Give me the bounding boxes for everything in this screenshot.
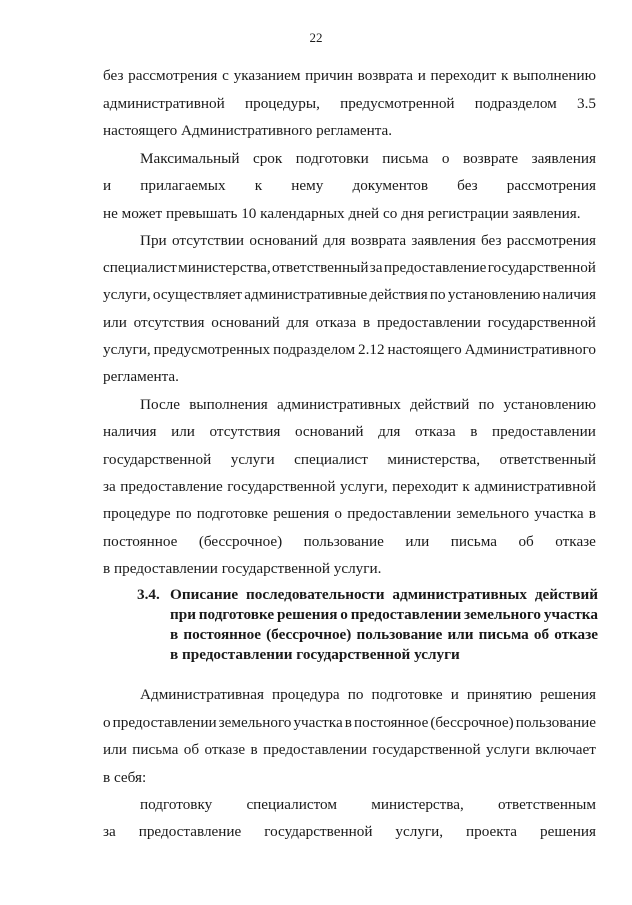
text-line: не может превышать 10 календарных дней со дня регистрации заявления. bbox=[103, 205, 581, 222]
word: или bbox=[447, 626, 474, 643]
word: ответственный bbox=[272, 259, 369, 276]
word: земельного bbox=[456, 505, 530, 522]
word: государственной bbox=[372, 741, 481, 758]
word: (бессрочное) bbox=[266, 626, 352, 643]
word: рассмотрения bbox=[506, 177, 596, 194]
word: об bbox=[518, 533, 534, 550]
word: государственной bbox=[264, 823, 373, 840]
word: пользование bbox=[356, 626, 443, 643]
text-line bbox=[103, 477, 596, 497]
word: включает bbox=[535, 741, 596, 758]
word: нему bbox=[291, 177, 324, 194]
word: для bbox=[323, 232, 346, 249]
word: указанием bbox=[233, 67, 301, 84]
word: подготовке bbox=[196, 505, 268, 522]
word: письма bbox=[450, 533, 497, 550]
word: административных bbox=[392, 586, 527, 603]
word: предоставлении bbox=[376, 314, 481, 331]
word: предоставление bbox=[120, 478, 223, 495]
word: Административная bbox=[140, 686, 264, 703]
word: в bbox=[344, 714, 352, 731]
word: подразделом bbox=[273, 341, 356, 358]
word: по bbox=[478, 396, 495, 413]
word: административной bbox=[103, 95, 225, 112]
word: ответственным bbox=[498, 796, 596, 813]
word: пользование bbox=[515, 714, 596, 731]
word: за bbox=[103, 478, 116, 495]
word: специалист bbox=[294, 451, 368, 468]
word: Описание bbox=[170, 586, 239, 603]
word: 2.12 bbox=[358, 341, 385, 358]
word: заявления bbox=[531, 150, 596, 167]
word: отказа bbox=[315, 314, 357, 331]
word: наличия bbox=[542, 286, 596, 303]
word: услуги bbox=[486, 741, 530, 758]
section-heading-line-1 bbox=[170, 585, 598, 605]
text-line: регламента. bbox=[103, 368, 179, 385]
word: или bbox=[103, 741, 127, 758]
word: возврате bbox=[463, 150, 519, 167]
word: постоянное bbox=[183, 626, 262, 643]
text-line bbox=[103, 94, 596, 114]
word: земельного bbox=[218, 714, 292, 731]
section-heading-line-2 bbox=[170, 605, 598, 625]
text-line bbox=[140, 795, 596, 815]
word: услуги, bbox=[340, 478, 388, 495]
word: участка bbox=[543, 606, 598, 623]
word: в bbox=[170, 626, 179, 643]
word: оснований bbox=[249, 232, 318, 249]
word: для bbox=[286, 314, 309, 331]
section-heading-line-4: в предоставлении государственной услуги bbox=[170, 646, 460, 663]
text-line bbox=[103, 504, 596, 524]
word: государственной bbox=[487, 259, 596, 276]
word: о bbox=[340, 606, 348, 623]
text-line: настоящего Административного регламента. bbox=[103, 122, 393, 139]
word: подготовке bbox=[371, 686, 443, 703]
word: (бессрочное) bbox=[430, 714, 514, 731]
word: действий bbox=[409, 396, 470, 413]
word: причин bbox=[305, 67, 353, 84]
word: переходит bbox=[430, 67, 497, 84]
word: подразделом bbox=[474, 95, 557, 112]
word: без bbox=[481, 232, 502, 249]
word: При bbox=[140, 232, 167, 249]
word: и bbox=[450, 686, 459, 703]
word: отказа bbox=[414, 423, 456, 440]
word: в bbox=[363, 314, 371, 331]
word: предоставлении bbox=[491, 423, 596, 440]
word: предусмотренной bbox=[340, 95, 455, 112]
word: министерства, bbox=[387, 451, 480, 468]
word: услуги bbox=[230, 451, 275, 468]
word: возврата bbox=[357, 67, 413, 84]
word: процедура bbox=[272, 686, 340, 703]
word: оснований bbox=[211, 314, 280, 331]
word: документов bbox=[352, 177, 429, 194]
word: участка bbox=[534, 505, 584, 522]
text-line bbox=[103, 258, 596, 278]
word: или bbox=[171, 423, 195, 440]
text-line bbox=[140, 231, 596, 251]
word: установлению bbox=[503, 396, 596, 413]
word: о bbox=[441, 150, 450, 167]
word: заявления bbox=[411, 232, 476, 249]
text-line: в себя: bbox=[103, 769, 147, 786]
word: специалистом bbox=[246, 796, 337, 813]
word: участка bbox=[293, 714, 343, 731]
word: постоянное bbox=[103, 533, 178, 550]
word: действий bbox=[534, 586, 598, 603]
word: предоставление bbox=[138, 823, 242, 840]
page-number: 22 bbox=[309, 30, 323, 45]
text-line bbox=[103, 285, 596, 305]
text-line bbox=[103, 740, 596, 760]
word: административных bbox=[276, 396, 401, 413]
word: постоянное bbox=[353, 714, 429, 731]
section-number: 3.4. bbox=[137, 586, 160, 603]
word: или bbox=[103, 314, 127, 331]
word: письма bbox=[132, 741, 179, 758]
word: предоставлении bbox=[350, 606, 462, 623]
word: решения bbox=[273, 505, 330, 522]
text-line: в предоставлении государственной услуги. bbox=[103, 560, 382, 577]
word: отказе bbox=[204, 741, 246, 758]
word: наличия bbox=[103, 423, 157, 440]
text-line bbox=[103, 340, 596, 360]
word: административной bbox=[474, 478, 596, 495]
text-line bbox=[103, 450, 596, 470]
word: предоставлении bbox=[263, 741, 368, 758]
word: об bbox=[533, 626, 550, 643]
word: решения bbox=[539, 823, 596, 840]
word: ответственный bbox=[499, 451, 596, 468]
word: или bbox=[405, 533, 430, 550]
word: письма bbox=[478, 626, 529, 643]
word: по bbox=[347, 686, 364, 703]
word: к bbox=[462, 478, 470, 495]
word: действия bbox=[369, 286, 428, 303]
word: решения bbox=[276, 606, 338, 623]
word: по bbox=[175, 505, 192, 522]
text-line bbox=[103, 422, 596, 442]
word: письма bbox=[382, 150, 429, 167]
text-line bbox=[103, 313, 596, 333]
word: подготовке bbox=[198, 606, 275, 623]
word: в bbox=[250, 741, 258, 758]
word: услуги, bbox=[103, 341, 151, 358]
word: принятию bbox=[466, 686, 532, 703]
text-line bbox=[103, 713, 596, 733]
word: пользование bbox=[303, 533, 384, 550]
word: срок bbox=[252, 150, 283, 167]
word: министерства, bbox=[371, 796, 464, 813]
word: Административного bbox=[464, 341, 596, 358]
word: о bbox=[334, 505, 342, 522]
word: услуги, bbox=[103, 286, 151, 303]
word: в bbox=[588, 505, 596, 522]
word: прилагаемых bbox=[140, 177, 226, 194]
word: переходит bbox=[392, 478, 458, 495]
text-line bbox=[103, 532, 596, 552]
word: специалист bbox=[103, 259, 177, 276]
word: с bbox=[222, 67, 229, 84]
section-heading-line-3 bbox=[170, 625, 598, 645]
word: в bbox=[470, 423, 478, 440]
word: услуги, bbox=[395, 823, 444, 840]
word: и bbox=[103, 177, 112, 194]
word: установлению bbox=[447, 286, 541, 303]
word: рассмотрения bbox=[128, 67, 218, 84]
word: государственной bbox=[227, 478, 336, 495]
word: отсутствия bbox=[133, 314, 205, 331]
word: последовательности bbox=[246, 586, 385, 603]
word: без bbox=[103, 67, 124, 84]
word: возврата bbox=[350, 232, 407, 249]
word: После bbox=[140, 396, 181, 413]
word: Максимальный bbox=[140, 150, 240, 167]
word: рассмотрения bbox=[506, 232, 596, 249]
word: осуществляет bbox=[152, 286, 243, 303]
word: к bbox=[254, 177, 263, 194]
word: отказе bbox=[554, 626, 598, 643]
word: предусмотренных bbox=[153, 341, 271, 358]
word: оснований bbox=[294, 423, 364, 440]
word: процедуре bbox=[103, 505, 171, 522]
word: и bbox=[417, 67, 426, 84]
text-line bbox=[140, 395, 596, 415]
word: предоставлении bbox=[347, 505, 452, 522]
word: предоставление bbox=[383, 259, 487, 276]
word: настоящего bbox=[387, 341, 462, 358]
word: 3.5 bbox=[577, 95, 596, 112]
word: выполнению bbox=[513, 67, 596, 84]
word: решения bbox=[539, 686, 596, 703]
word: отсутствии bbox=[172, 232, 244, 249]
word: при bbox=[170, 606, 196, 623]
word: за bbox=[103, 823, 116, 840]
word: государственной bbox=[103, 451, 212, 468]
text-line bbox=[103, 822, 596, 842]
word: для bbox=[378, 423, 401, 440]
word: проекта bbox=[466, 823, 518, 840]
word: предоставлении bbox=[112, 714, 217, 731]
word: об bbox=[183, 741, 200, 758]
word: за bbox=[369, 259, 383, 276]
word: к bbox=[500, 67, 509, 84]
word: отказе bbox=[555, 533, 596, 550]
word: о bbox=[103, 714, 111, 731]
word: отсутствия bbox=[209, 423, 281, 440]
word: процедуры, bbox=[244, 95, 320, 112]
text-line bbox=[140, 685, 596, 705]
word: министерства, bbox=[178, 259, 271, 276]
word: подготовки bbox=[295, 150, 369, 167]
word: по bbox=[429, 286, 446, 303]
word: (бессрочное) bbox=[198, 533, 283, 550]
word: государственной bbox=[487, 314, 596, 331]
text-line bbox=[103, 66, 596, 86]
word: земельного bbox=[464, 606, 541, 623]
word: подготовку bbox=[140, 796, 213, 813]
word: выполнения bbox=[189, 396, 268, 413]
text-line bbox=[140, 149, 596, 169]
word: административные bbox=[244, 286, 368, 303]
word: без bbox=[457, 177, 478, 194]
text-line bbox=[103, 176, 596, 196]
